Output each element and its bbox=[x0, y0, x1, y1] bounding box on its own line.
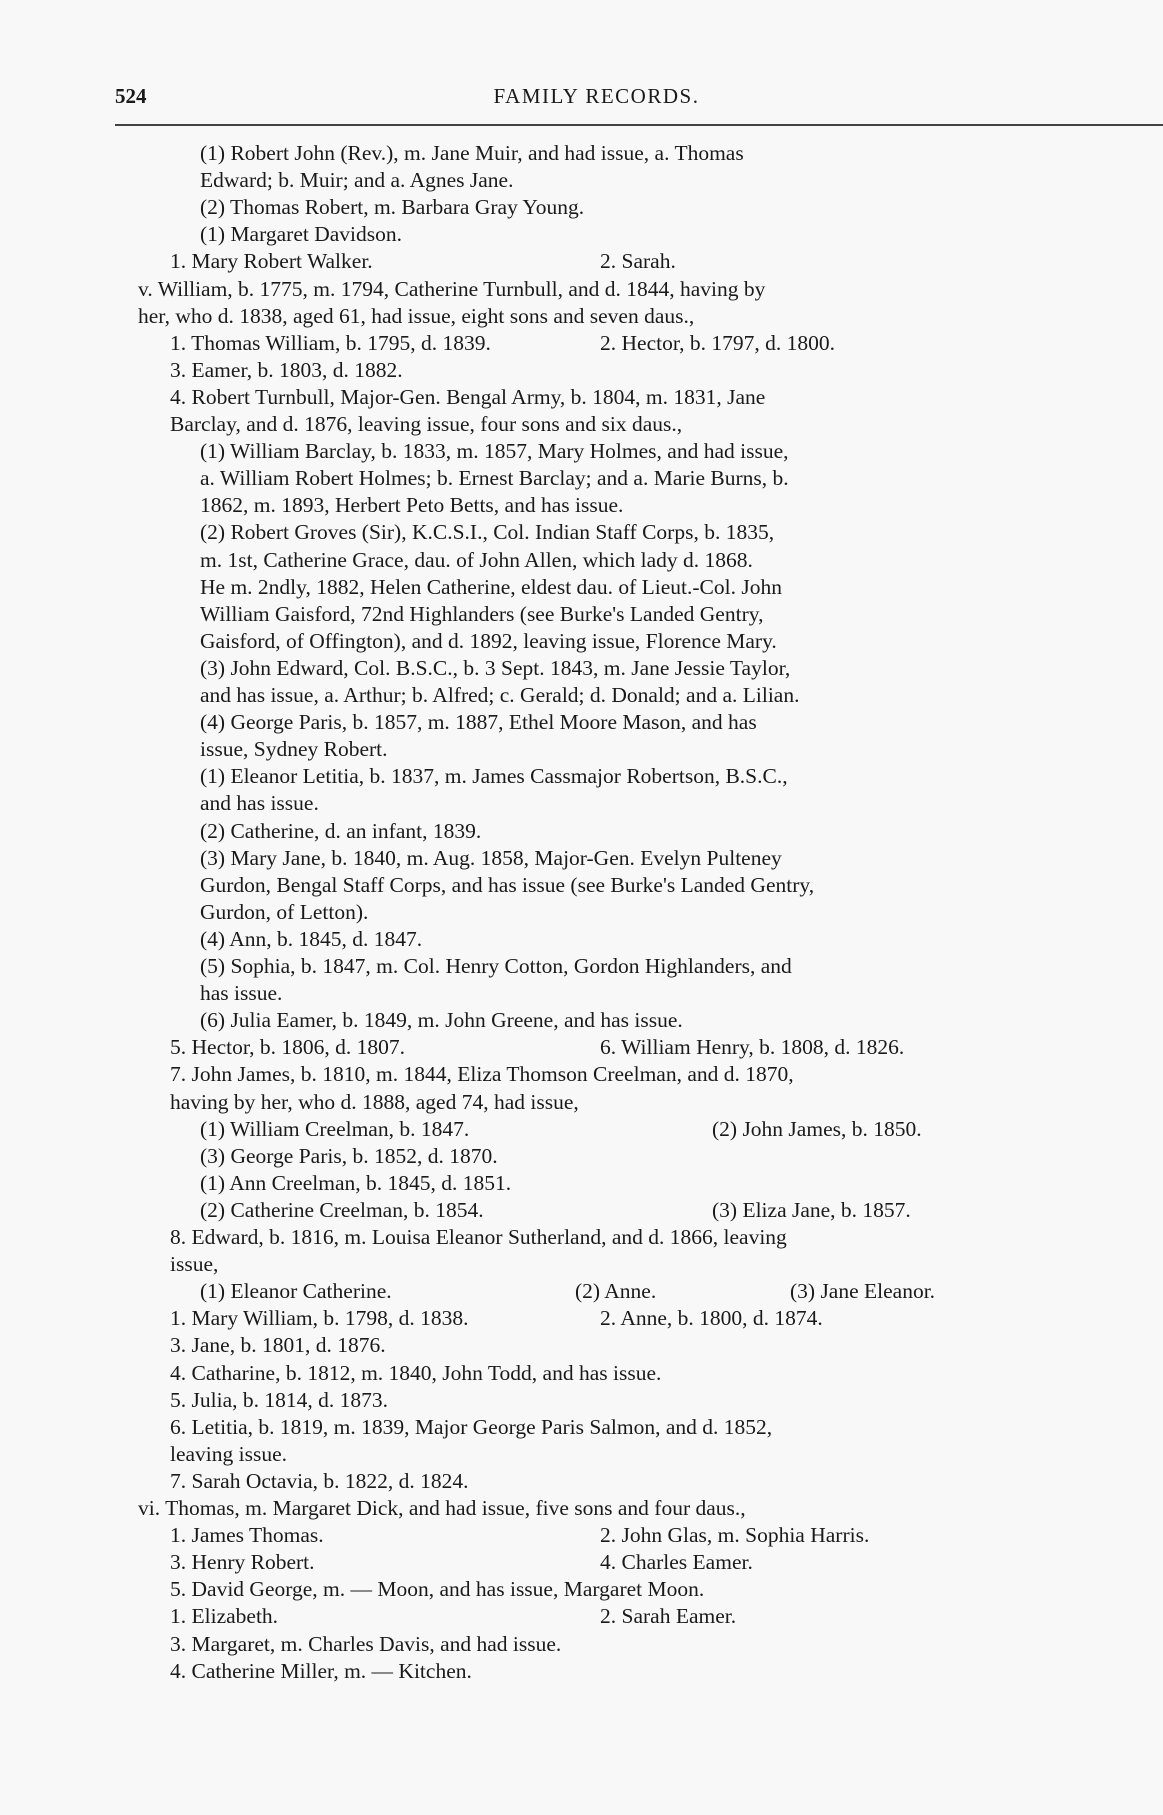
text-line bbox=[170, 248, 676, 275]
line-text: (2) Thomas Robert, m. Barbara Gray Young. bbox=[200, 195, 585, 220]
line-text-column-2: 2. John Glas, m. Sophia Harris. bbox=[600, 1523, 870, 1548]
text-line bbox=[200, 953, 792, 980]
text-line bbox=[200, 438, 789, 465]
line-text: (1) Eleanor Letitia, b. 1837, m. James Cassmajor Robertson, B.S.C., bbox=[200, 764, 788, 789]
text-line bbox=[200, 140, 744, 167]
line-text: 4. Catharine, b. 1812, m. 1840, John Todd, and has issue. bbox=[170, 1360, 662, 1385]
line-text: (1) Eleanor Catherine. bbox=[200, 1279, 392, 1304]
text-line bbox=[170, 1251, 218, 1278]
line-text: Gurdon, Bengal Staff Corps, and has issue (see Burke's Landed Gentry, bbox=[200, 872, 815, 897]
text-line bbox=[200, 167, 513, 194]
text-line bbox=[170, 1468, 469, 1495]
line-text-column-2: 4. Charles Eamer. bbox=[600, 1550, 753, 1575]
text-line bbox=[170, 1089, 579, 1116]
line-text: (5) Sophia, b. 1847, m. Col. Henry Cotton, Gordon Highlanders, and bbox=[200, 954, 792, 978]
text-line bbox=[138, 1495, 746, 1522]
text-line bbox=[200, 1143, 498, 1170]
line-text: 5. David George, m. — Moon, and has issue, Margaret Moon. bbox=[170, 1577, 705, 1602]
line-text: (3) George Paris, b. 1852, d. 1870. bbox=[200, 1143, 498, 1168]
text-line bbox=[170, 1360, 661, 1387]
line-text: 1. Mary Robert Walker. bbox=[170, 249, 373, 274]
text-line bbox=[200, 736, 388, 763]
text-line bbox=[170, 411, 682, 438]
text-line bbox=[170, 1441, 287, 1468]
line-text: 3. Eamer, b. 1803, d. 1882. bbox=[170, 357, 403, 382]
text-line bbox=[170, 1658, 472, 1685]
line-text: m. 1st, Catherine Grace, dau. of John Allen, which lady d. 1868. bbox=[200, 547, 753, 572]
text-line bbox=[170, 1631, 561, 1658]
text-line bbox=[200, 655, 790, 682]
text-line bbox=[138, 276, 765, 303]
text-line bbox=[200, 465, 789, 492]
line-text: Gurdon, of Letton). bbox=[200, 899, 369, 924]
line-text: issue, bbox=[170, 1252, 219, 1277]
line-text: 5. Hector, b. 1806, d. 1807. bbox=[170, 1035, 406, 1060]
line-text: He m. 2ndly, 1882, Helen Catherine, eldest dau. of Lieut.-Col. John bbox=[200, 574, 782, 599]
line-text-column-2: (3) Eliza Jane, b. 1857. bbox=[712, 1197, 911, 1222]
line-text-column-2: 2. Sarah. bbox=[600, 249, 676, 274]
line-text: (3) Mary Jane, b. 1840, m. Aug. 1858, Major-Gen. Evelyn Pulteney bbox=[200, 845, 782, 870]
text-line bbox=[170, 1549, 753, 1576]
text-line bbox=[200, 221, 402, 248]
line-text-column-2: (2) Anne. bbox=[575, 1279, 657, 1304]
line-text: 1. James Thomas. bbox=[170, 1523, 324, 1548]
line-text: (6) Julia Eamer, b. 1849, m. John Greene, and has issue. bbox=[200, 1008, 683, 1033]
text-line bbox=[170, 330, 836, 357]
line-text: 7. John James, b. 1810, m. 1844, Eliza Thomson Creelman, and d. 1870, bbox=[170, 1062, 794, 1087]
line-text: 3. Henry Robert. bbox=[170, 1550, 315, 1575]
text-line bbox=[200, 899, 368, 926]
line-text: 3. Jane, b. 1801, d. 1876. bbox=[170, 1333, 386, 1358]
line-text: William Gaisford, 72nd Highlanders (see Burke's Landed Gentry, bbox=[200, 601, 764, 626]
line-text: (1) Margaret Davidson. bbox=[200, 222, 403, 247]
line-text: v. William, b. 1775, m. 1794, Catherine Turnbull, and d. 1844, having by bbox=[138, 276, 766, 301]
line-text: (1) Robert John (Rev.), m. Jane Muir, and had issue, a. Thomas bbox=[200, 141, 744, 165]
line-text: Gaisford, of Offington), and d. 1892, leaving issue, Florence Mary. bbox=[200, 628, 777, 653]
line-text: 1862, m. 1893, Herbert Peto Betts, and has issue. bbox=[200, 493, 624, 518]
line-text: 8. Edward, b. 1816, m. Louisa Eleanor Sutherland, and d. 1866, leaving bbox=[170, 1225, 787, 1249]
line-text: 1. Elizabeth. bbox=[170, 1604, 279, 1629]
text-line bbox=[200, 601, 763, 628]
line-text-column-2: 2. Hector, b. 1797, d. 1800. bbox=[600, 330, 836, 355]
text-line bbox=[170, 1522, 870, 1549]
text-line bbox=[200, 790, 319, 817]
text-line bbox=[200, 682, 799, 709]
text-line bbox=[170, 1414, 772, 1441]
text-line bbox=[200, 980, 282, 1007]
text-line bbox=[200, 1197, 911, 1224]
line-text: (2) Robert Groves (Sir), K.C.S.I., Col. Indian Staff Corps, b. 1835, bbox=[200, 520, 775, 545]
text-line bbox=[170, 1576, 704, 1603]
text-line bbox=[170, 357, 403, 384]
line-text: 7. Sarah Octavia, b. 1822, d. 1824. bbox=[170, 1468, 469, 1493]
line-text: (1) William Creelman, b. 1847. bbox=[200, 1116, 470, 1141]
line-text: 1. Mary William, b. 1798, d. 1838. bbox=[170, 1306, 469, 1331]
line-text-column-2: 6. William Henry, b. 1808, d. 1826. bbox=[600, 1035, 905, 1060]
text-line bbox=[200, 194, 584, 221]
line-text: (4) Ann, b. 1845, d. 1847. bbox=[200, 926, 423, 951]
text-line bbox=[138, 303, 694, 330]
line-text: 4. Robert Turnbull, Major-Gen. Bengal Army, b. 1804, m. 1831, Jane bbox=[170, 384, 766, 409]
line-text: Edward; b. Muir; and a. Agnes Jane. bbox=[200, 168, 514, 193]
text-line bbox=[170, 1387, 388, 1414]
text-line bbox=[200, 1278, 936, 1305]
header-rule bbox=[115, 124, 1163, 126]
text-line bbox=[200, 628, 777, 655]
line-text-column-2: 2. Sarah Eamer. bbox=[600, 1604, 737, 1629]
page-number: 524 bbox=[115, 84, 147, 108]
line-text: (2) Catherine Creelman, b. 1854. bbox=[200, 1197, 484, 1222]
text-line bbox=[170, 1034, 905, 1061]
line-text: (1) Ann Creelman, b. 1845, d. 1851. bbox=[200, 1170, 512, 1195]
text-line bbox=[200, 1116, 922, 1143]
text-line bbox=[200, 872, 814, 899]
text-line bbox=[200, 1170, 511, 1197]
text-line bbox=[200, 926, 422, 953]
line-text-column-3: (3) Jane Eleanor. bbox=[790, 1279, 936, 1304]
text-line bbox=[170, 384, 765, 411]
line-text: (4) George Paris, b. 1857, m. 1887, Ethel Moore Mason, and has bbox=[200, 710, 757, 735]
line-text: having by her, who d. 1888, aged 74, had issue, bbox=[170, 1089, 579, 1114]
line-text: and has issue. bbox=[200, 791, 319, 816]
running-title: FAMILY RECORDS. bbox=[493, 84, 700, 108]
line-text: her, who d. 1838, aged 61, had issue, eight sons and seven daus., bbox=[138, 303, 695, 328]
text-line bbox=[170, 1061, 794, 1088]
line-text: 5. Julia, b. 1814, d. 1873. bbox=[170, 1387, 388, 1412]
text-line bbox=[170, 1305, 823, 1332]
text-line bbox=[200, 845, 782, 872]
line-text: vi. Thomas, m. Margaret Dick, and had issue, five sons and four daus., bbox=[138, 1496, 746, 1520]
line-text: leaving issue. bbox=[170, 1441, 288, 1466]
line-text-column-2: 2. Anne, b. 1800, d. 1874. bbox=[600, 1306, 823, 1331]
line-text: (3) John Edward, Col. B.S.C., b. 3 Sept. 1843, m. Jane Jessie Taylor, bbox=[200, 655, 791, 680]
text-line bbox=[200, 1007, 683, 1034]
line-text: 4. Catherine Miller, m. — Kitchen. bbox=[170, 1658, 472, 1683]
line-text: 1. Thomas William, b. 1795, d. 1839. bbox=[170, 330, 491, 355]
text-line bbox=[200, 709, 757, 736]
line-text: has issue. bbox=[200, 981, 283, 1006]
text-line bbox=[200, 547, 753, 574]
text-line bbox=[200, 574, 782, 601]
line-text: (2) Catherine, d. an infant, 1839. bbox=[200, 818, 482, 843]
text-line bbox=[200, 492, 623, 519]
line-text: and has issue, a. Arthur; b. Alfred; c. Gerald; d. Donald; and a. Lilian. bbox=[200, 683, 800, 707]
line-text-column-2: (2) John James, b. 1850. bbox=[712, 1116, 922, 1141]
text-line bbox=[200, 763, 788, 790]
text-line bbox=[170, 1603, 737, 1630]
line-text: Barclay, and d. 1876, leaving issue, four sons and six daus., bbox=[170, 412, 683, 436]
text-line bbox=[200, 818, 481, 845]
text-line bbox=[200, 519, 774, 546]
text-line bbox=[170, 1332, 386, 1359]
line-text: (1) William Barclay, b. 1833, m. 1857, Mary Holmes, and had issue, bbox=[200, 439, 789, 464]
line-text: 6. Letitia, b. 1819, m. 1839, Major George Paris Salmon, and d. 1852, bbox=[170, 1414, 773, 1439]
text-line bbox=[170, 1224, 787, 1251]
line-text: a. William Robert Holmes; b. Ernest Barclay; and a. Marie Burns, b. bbox=[200, 466, 789, 491]
line-text: 3. Margaret, m. Charles Davis, and had issue. bbox=[170, 1631, 562, 1656]
line-text: issue, Sydney Robert. bbox=[200, 737, 388, 762]
